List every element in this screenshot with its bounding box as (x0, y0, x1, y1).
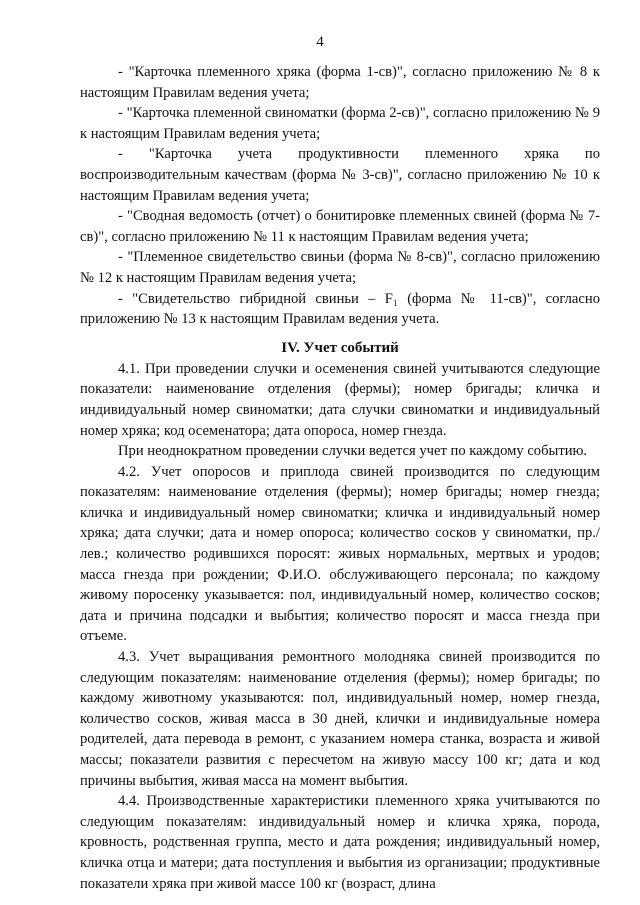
paragraph-repeat-mating: При неоднократном проведении случки ведется учет по каждому событию. (118, 443, 588, 460)
paragraph-4-2: 4.2. Учет опоросов и приплода свиней производится по следующим показателям: наименование отделения (фермы); номер бригады; номер гнезда; кличка и индивидуальный номер свиноматки; кличка и индивидуальный номер хряка; дата случки; дата и номер опороса; количество сосков у свиноматки, пр./лев.; количество родившихся поросят: живых нормальных, мертвых и уродов; масса гнезда при рождении; Ф.И.О. обслуживающего персонала; по каждому живому поросенку указывается: пол, индивидуальный номер, количество сосков; дата и причина подсадки и выбытия; количество поросят и масса гнезда при отъеме. (80, 463, 600, 645)
list-item-form-7: - "Сводная ведомость (отчет) о бонитировке племенных свиней (форма № 7-св)", согласно приложению № 11 к настоящим Правилам ведения учета; (80, 208, 600, 245)
paragraph-4-3: 4.3. Учет выращивания ремонтного молодняка свиней производится по следующим показателям: наименование отделения (фермы); номер бригады; по каждому животному указываются: пол, индивидуальный номер, номер гнезда, количество сосков, живая масса в 30 дней, клички и индивидуальные номера родителей, дата перевода в ремонт, с указанием номера станка, возраста и живой массы; показатели развития с пересчетом на живую массу 100 кг; дата и код причины выбытия, живая масса на момент выбытия. (80, 649, 600, 789)
list-item-form-8: - "Племенное свидетельство свиньи (форма № 8-св)", согласно приложению № 12 к настоящим Правилам ведения учета; (80, 249, 600, 286)
section-title: IV. Учет событий (281, 339, 399, 356)
list-item-form-1: - "Карточка племенного хряка (форма 1-св)", согласно приложению № 8 к настоящим Правилам ведения учета; (80, 64, 600, 101)
list-item-form-3: - "Карточка учета продуктивности племенного хряка по воспроизводительным качествам (форма № 3-св)", согласно приложению № 10 к настоящим Правилам ведения учета; (80, 146, 600, 204)
list-item-form-11: - "Свидетельство гибридной свиньи – F₁ (форма № 11-св)", согласно приложению № 13 к настоящим Правилам ведения учета. (80, 290, 600, 328)
document-body (80, 62, 600, 894)
list-item-form-2: - "Карточка племенной свиноматки (форма 2-св)", согласно приложению № 9 к настоящим Правилам ведения учета; (80, 105, 600, 142)
page-number: 4 (316, 34, 324, 50)
paragraph-4-4: 4.4. Производственные характеристики племенного хряка учитываются по следующим показателям: индивидуальный номер и кличка хряка, порода, кровность, родственная группа, место и дата рождения; индивидуальный номер, кличка отца и матери; дата поступления и выбытия из организации; продуктивные показатели хряка при живой массе 100 кг (возраст, длина (80, 793, 600, 892)
paragraph-4-1: 4.1. При проведении случки и осеменения свиней учитываются следующие показатели: наименование отделения (фермы); номер бригады; кличка и индивидуальный номер свиноматки; дата случки свиноматки и индивидуальный номер хряка; код осеменатора; дата опороса, номер гнезда. (80, 360, 600, 439)
